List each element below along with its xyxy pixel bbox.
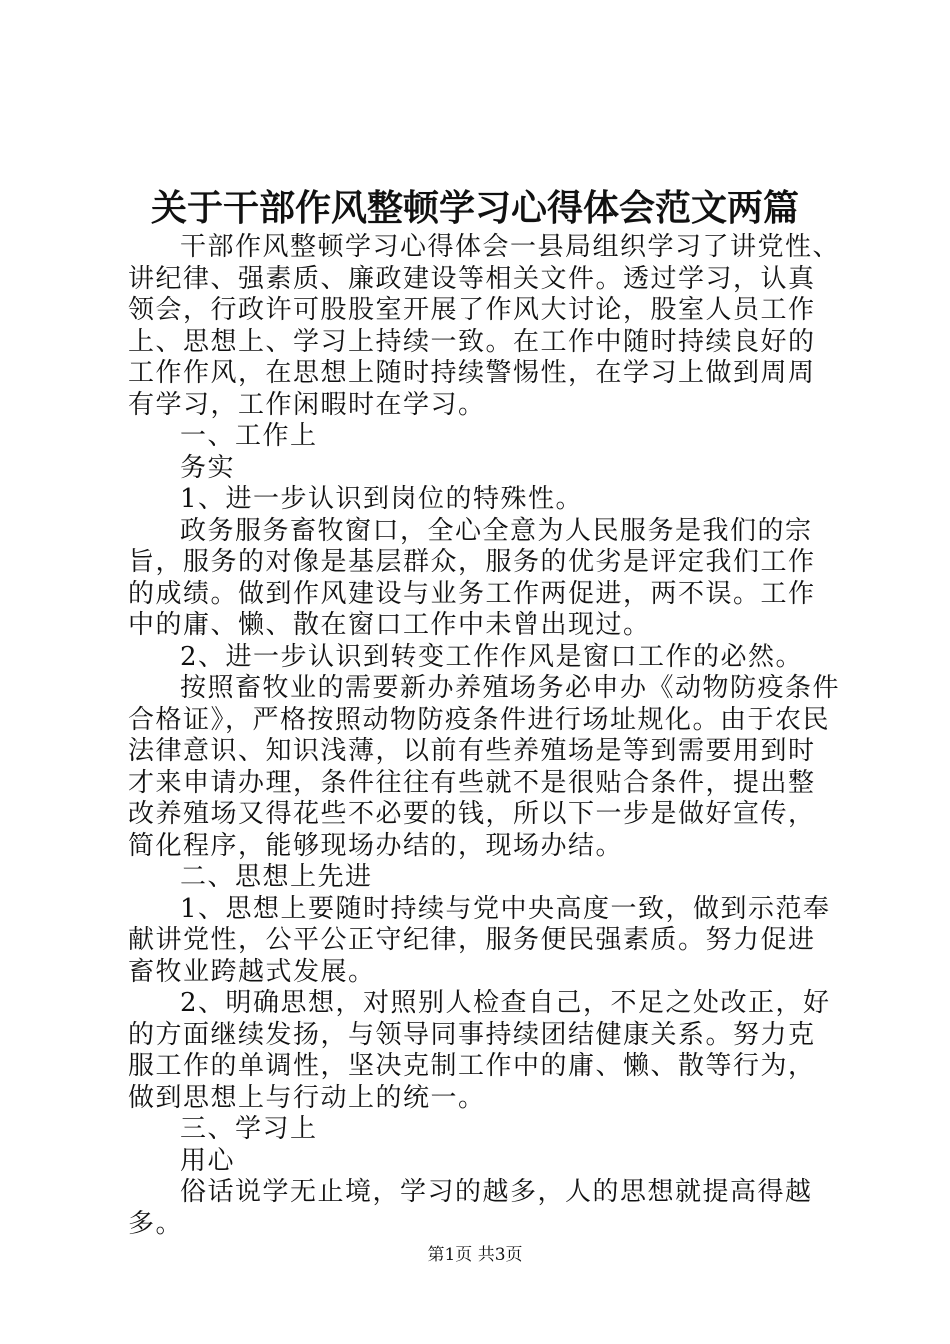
page-number-footer: 第1页 共3页 xyxy=(427,1245,523,1265)
list-item-1-1: 1、进一步认识到岗位的特殊性。 xyxy=(180,484,584,514)
section-heading-work: 一、工作上 xyxy=(180,421,318,451)
paragraph-window-service: 政务服务畜牧窗口，全心全意为人民服务是我们的宗旨，服务的对像是基层群众，服务的优劣是评定我们工作的成绩。做到作风建设与业务工作两促进，两不误。工作中的庸、懒、散在窗口工作中未曾出现过。 xyxy=(128,515,816,640)
paragraph-study: 俗话说学无止境，学习的越多，人的思想就提高得越多。 xyxy=(128,1177,813,1239)
section-heading-thought: 二、思想上先进 xyxy=(180,862,373,892)
section-subheading-diligent: 用心 xyxy=(180,1145,236,1176)
document-title: 关于干部作风整顿学习心得体会范文两篇 xyxy=(150,187,799,229)
list-item-2-2: 2、明确思想，对照别人检查自己，不足之处改正，好的方面继续发扬，与领导同事持续团结健康关系。努力克服工作的单调性，坚决克制工作中的庸、懒、散等行为，做到思想上与行动上的统一。 xyxy=(128,988,831,1113)
paragraph-animal-husbandry: 按照畜牧业的需要新办养殖场务必申办《动物防疫条件合格证》，严格按照动物防疫条件进行场址规化。由于农民法律意识、知识浅薄，以前有些养殖场是等到需要用到时才来申请办理，条件往往有些就不是很贴合条件，提出整改养殖场又得花些不必要的钱，所以下一步是做好宣传，简化程序，能够现场办结的，现场办结。 xyxy=(128,673,841,861)
list-item-2-1: 1、思想上要随时持续与党中央高度一致，做到示范奉献讲党性，公平公正守纪律，服务便民强素质。努力促进畜牧业跨越式发展。 xyxy=(128,893,831,987)
section-heading-study: 三、学习上 xyxy=(180,1114,318,1144)
paragraph-intro: 干部作风整顿学习心得体会一县局组织学习了讲党性、讲纪律、强素质、廉政建设等相关文件。透过学习，认真领会，行政许可股股室开展了作风大讨论，股室人员工作上、思想上、学习上持续一致。在工作中随时持续良好的工作作风，在思想上随时持续警惕性，在学习上做到周周有学习，工作闲暇时在学习。 xyxy=(128,232,841,420)
document-body xyxy=(128,232,840,1240)
section-subheading-practical: 务实 xyxy=(180,452,236,483)
list-item-1-2: 2、进一步认识到转变工作作风是窗口工作的必然。 xyxy=(180,641,804,672)
